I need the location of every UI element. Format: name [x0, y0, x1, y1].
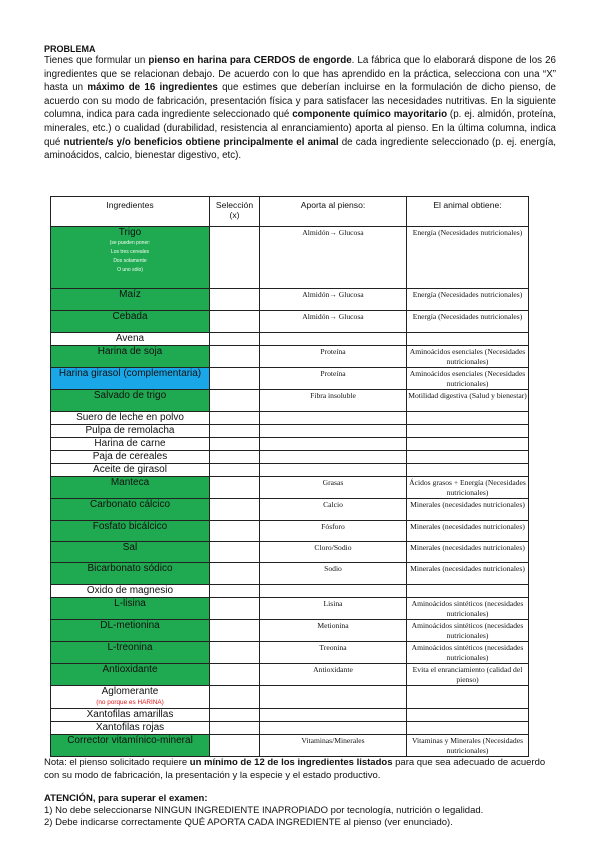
ingredient-cell	[51, 499, 210, 521]
aporta-cell: Proteína	[260, 346, 407, 368]
intro-text-4: (p. ej. almidón, proteína, minerales, etc.) o cualidad (durabilidad, resistencia al enranciamiento) aporta al pienso. En la última columna, indica qué	[44, 109, 556, 148]
header-ingredientes: Ingredientes	[51, 197, 210, 227]
ingredient-cell	[51, 289, 210, 311]
aporta-cell	[260, 425, 407, 438]
table-row	[51, 598, 529, 620]
ingredient-name: Xantofilas rojas	[95, 722, 165, 733]
obtiene-cell: Aminoácidos esenciales (Necesidades nutricionales)	[407, 368, 529, 390]
ingredient-note: O uno sólo)	[117, 267, 143, 273]
ingredient-cell	[51, 438, 210, 451]
selection-cell[interactable]	[210, 722, 260, 735]
table-row	[51, 289, 529, 311]
table-row	[51, 735, 529, 757]
ingredient-name: Trigo	[118, 227, 142, 238]
header-obtiene: El animal obtiene:	[407, 197, 529, 227]
ingredient-name: Avena	[115, 333, 145, 344]
ingredient-note: (se pueden poner:	[109, 240, 151, 246]
ingredient-name: Aglomerante	[101, 686, 159, 697]
selection-cell[interactable]	[210, 542, 260, 563]
table-row	[51, 542, 529, 563]
selection-cell[interactable]	[210, 227, 260, 289]
problem-title: PROBLEMA	[44, 44, 96, 54]
obtiene-cell	[407, 722, 529, 735]
obtiene-cell: Aminoácidos sintéticos (necesidades nutricionales)	[407, 642, 529, 664]
ingredient-name: Carbonato cálcico	[89, 499, 171, 510]
selection-cell[interactable]	[210, 412, 260, 425]
ingredient-cell	[51, 425, 210, 438]
obtiene-cell	[407, 451, 529, 464]
obtiene-cell: Ácidos grasos + Energía (Necesidades nutricionales)	[407, 477, 529, 499]
aporta-cell: Lisina	[260, 598, 407, 620]
ingredient-note: Dos solamente	[113, 258, 147, 264]
table-row	[51, 227, 529, 289]
selection-cell[interactable]	[210, 425, 260, 438]
attention-heading: ATENCIÓN, para superar el examen:	[44, 793, 208, 804]
aporta-cell: Grasas	[260, 477, 407, 499]
selection-cell[interactable]	[210, 390, 260, 412]
ingredient-cell	[51, 542, 210, 563]
ingredient-name: Cebada	[112, 311, 148, 322]
table-row	[51, 425, 529, 438]
table-row	[51, 412, 529, 425]
intro-text-5: de cada ingrediente seleccionado (p. ej. energía, aminoácidos, calcio, bienestar digestivo, etc).	[44, 136, 556, 162]
ingredient-name: Antioxidante	[102, 664, 158, 675]
ingredient-name: Sal	[122, 542, 138, 553]
ingredient-cell	[51, 346, 210, 368]
header-aporta: Aporta al pienso:	[260, 197, 407, 227]
ingredient-name: Suero de leche en polvo	[76, 412, 184, 423]
ingredient-name: DL-metionina	[100, 620, 160, 631]
selection-cell[interactable]	[210, 289, 260, 311]
obtiene-cell: Aminoácidos sintéticos (necesidades nutricionales)	[407, 598, 529, 620]
obtiene-cell	[407, 438, 529, 451]
aporta-cell	[260, 709, 407, 722]
ingredient-name: L-lisina	[114, 598, 146, 609]
ingredient-name: Salvado de trigo	[93, 390, 167, 401]
intro-text-3: que estimes que deberían incluirse en la formulación de dicho pienso, de acuerdo con su modo de fabricación, presentación física y para satisfacer las necesidades nutritivas. En la siguiente columna, indica para cada ingrediente seleccionado qué	[44, 82, 557, 121]
ingredient-name: Xantofilas amarillas	[86, 709, 174, 720]
ingredient-name: Pulpa de remolacha	[85, 425, 175, 436]
obtiene-cell	[407, 464, 529, 477]
ingredient-cell	[51, 464, 210, 477]
aporta-cell: Fibra insoluble	[260, 390, 407, 412]
obtiene-cell: Motilidad digestiva (Salud y bienestar)	[407, 390, 529, 412]
aporta-cell	[260, 722, 407, 735]
table-row	[51, 620, 529, 642]
obtiene-cell	[407, 412, 529, 425]
table-row	[51, 563, 529, 585]
ingredient-cell	[51, 333, 210, 346]
table-row	[51, 368, 529, 390]
table-row	[51, 664, 529, 686]
selection-cell[interactable]	[210, 585, 260, 598]
intro-bold-1: pienso en harina para CERDOS de engorde	[148, 55, 352, 66]
table-row	[51, 438, 529, 451]
ingredient-cell	[51, 451, 210, 464]
table-row	[51, 585, 529, 598]
ingredient-cell	[51, 390, 210, 412]
aporta-cell: Antioxidante	[260, 664, 407, 686]
table-row	[51, 333, 529, 346]
note-text-2: para que sea adecuado de acuerdo con su modo de fabricación, la presentación y la especie y el estado productivo.	[44, 757, 546, 781]
ingredient-name: Oxido de magnesio	[86, 585, 174, 596]
obtiene-cell: Minerales (necesidades nutricionales)	[407, 499, 529, 521]
intro-bold-3: componente químico mayoritario	[292, 109, 448, 121]
table-row	[51, 642, 529, 664]
obtiene-cell: Minerales (necesidades nutricionales)	[407, 542, 529, 563]
ingredient-cell	[51, 686, 210, 709]
aporta-cell: Sodio	[260, 563, 407, 585]
table-row	[51, 390, 529, 412]
aporta-cell	[260, 333, 407, 346]
table-row	[51, 346, 529, 368]
ingredient-cell	[51, 311, 210, 333]
obtiene-cell: Energía (Necesidades nutricionales)	[407, 289, 529, 311]
table-row	[51, 464, 529, 477]
table-row	[51, 521, 529, 542]
obtiene-cell	[407, 585, 529, 598]
selection-cell[interactable]	[210, 664, 260, 686]
aporta-cell: Metionina	[260, 620, 407, 642]
problem-statement	[44, 54, 556, 163]
aporta-cell: Almidón→ Glucosa	[260, 289, 407, 311]
ingredient-name: Paja de cereales	[92, 451, 168, 462]
selection-cell[interactable]	[210, 499, 260, 521]
selection-cell[interactable]	[210, 598, 260, 620]
obtiene-cell	[407, 686, 529, 709]
header-seleccion: Selección (x)	[210, 197, 260, 227]
obtiene-cell: Evita el enranciamiento (calidad del pienso)	[407, 664, 529, 686]
note-text-1: Nota: el pienso solicitado requiere	[44, 757, 190, 768]
aporta-cell	[260, 438, 407, 451]
ingredient-name: Fosfato bicálcico	[92, 521, 168, 532]
ingredient-cell	[51, 709, 210, 722]
ingredient-cell	[51, 412, 210, 425]
note-paragraph	[44, 756, 556, 782]
selection-cell[interactable]	[210, 477, 260, 499]
ingredient-name: Corrector vitamínico-mineral	[67, 735, 193, 746]
obtiene-cell	[407, 333, 529, 346]
selection-cell[interactable]	[210, 451, 260, 464]
ingredient-cell	[51, 735, 210, 757]
intro-bold-2: máximo de 16 ingredientes	[87, 82, 218, 94]
ingredient-name: Harina de soja	[97, 346, 163, 357]
ingredient-cell	[51, 620, 210, 642]
selection-cell[interactable]	[210, 464, 260, 477]
selection-cell[interactable]	[210, 563, 260, 585]
ingredient-name: L-treonina	[107, 642, 153, 653]
ingredient-cell	[51, 521, 210, 542]
selection-cell[interactable]	[210, 686, 260, 709]
obtiene-cell: Minerales (necesidades nutricionales)	[407, 521, 529, 542]
aporta-cell	[260, 412, 407, 425]
aporta-cell: Proteína	[260, 368, 407, 390]
aporta-cell: Cloro/Sodio	[260, 542, 407, 563]
ingredient-cell	[51, 598, 210, 620]
selection-cell[interactable]	[210, 620, 260, 642]
attention-block	[44, 793, 556, 829]
obtiene-cell: Energía (Necesidades nutricionales)	[407, 311, 529, 333]
intro-text-2: . La fábrica que lo elaborará dispone de los 26 ingredientes que se relacionan debajo. De acuerdo con lo que has aprendido en la práctica, selecciona con una “X” hasta un	[44, 55, 556, 94]
ingredient-cell	[51, 563, 210, 585]
note-bold: un mínimo de 12 de los ingredientes listados	[189, 757, 393, 768]
obtiene-cell: Minerales (necesidades nutricionales)	[407, 563, 529, 585]
obtiene-cell: Aminoácidos sintéticos (necesidades nutricionales)	[407, 620, 529, 642]
aporta-cell	[260, 686, 407, 709]
aporta-cell: Calcio	[260, 499, 407, 521]
ingredient-cell	[51, 722, 210, 735]
aporta-cell: Almidón→ Glucosa	[260, 227, 407, 289]
aporta-cell: Fósforo	[260, 521, 407, 542]
table-row	[51, 499, 529, 521]
aporta-cell	[260, 451, 407, 464]
ingredient-cell	[51, 585, 210, 598]
ingredient-cell	[51, 477, 210, 499]
ingredient-name: Manteca	[110, 477, 150, 488]
aporta-cell: Almidón→ Glucosa	[260, 311, 407, 333]
ingredient-name: Bicarbonato sódico	[87, 563, 173, 574]
ingredients-table	[50, 196, 529, 757]
obtiene-cell	[407, 425, 529, 438]
attention-rule-2: 2) Debe indicarse correctamente QUÉ APORTA CADA INGREDIENTE al pienso (ver enunciado).	[44, 817, 453, 828]
ingredient-name: Harina de carne	[94, 438, 166, 449]
table-row	[51, 709, 529, 722]
intro-bold-4: nutriente/s y/o beneficios obtiene principalmente el animal	[63, 136, 339, 148]
selection-cell[interactable]	[210, 521, 260, 542]
selection-cell[interactable]	[210, 438, 260, 451]
selection-cell[interactable]	[210, 709, 260, 722]
selection-cell[interactable]	[210, 735, 260, 757]
table-row	[51, 686, 529, 709]
aporta-cell: Treonina	[260, 642, 407, 664]
table-row	[51, 477, 529, 499]
obtiene-cell: Aminoácidos esenciales (Necesidades nutricionales)	[407, 346, 529, 368]
aporta-cell	[260, 464, 407, 477]
ingredient-red-note: (no porque es HARINA)	[96, 699, 164, 706]
attention-rule-1: 1) No debe seleccionarse NINGUN INGREDIENTE INAPROPIADO por tecnología, nutrición o legalidad.	[44, 805, 484, 816]
table-row	[51, 451, 529, 464]
table-row	[51, 311, 529, 333]
obtiene-cell: Energía (Necesidades nutricionales)	[407, 227, 529, 289]
obtiene-cell	[407, 709, 529, 722]
ingredient-name: Harina girasol (complementaria)	[58, 368, 202, 379]
ingredient-note: Los tres cereales	[110, 249, 150, 255]
ingredient-name: Maíz	[119, 289, 141, 300]
intro-text-1: Tienes que formular un	[44, 55, 149, 66]
ingredient-cell	[51, 664, 210, 686]
ingredient-name: Aceite de girasol	[93, 464, 167, 475]
selection-cell[interactable]	[210, 642, 260, 664]
ingredient-cell	[51, 227, 210, 289]
selection-cell[interactable]	[210, 346, 260, 368]
selection-cell[interactable]	[210, 333, 260, 346]
ingredient-cell	[51, 368, 210, 390]
aporta-cell: Vitaminas/Minerales	[260, 735, 407, 757]
table-row	[51, 722, 529, 735]
obtiene-cell: Vitaminas y Minerales (Necesidades nutricionales)	[407, 735, 529, 757]
table-header-row	[51, 197, 529, 227]
ingredient-cell	[51, 642, 210, 664]
selection-cell[interactable]	[210, 311, 260, 333]
selection-cell[interactable]	[210, 368, 260, 390]
aporta-cell	[260, 585, 407, 598]
